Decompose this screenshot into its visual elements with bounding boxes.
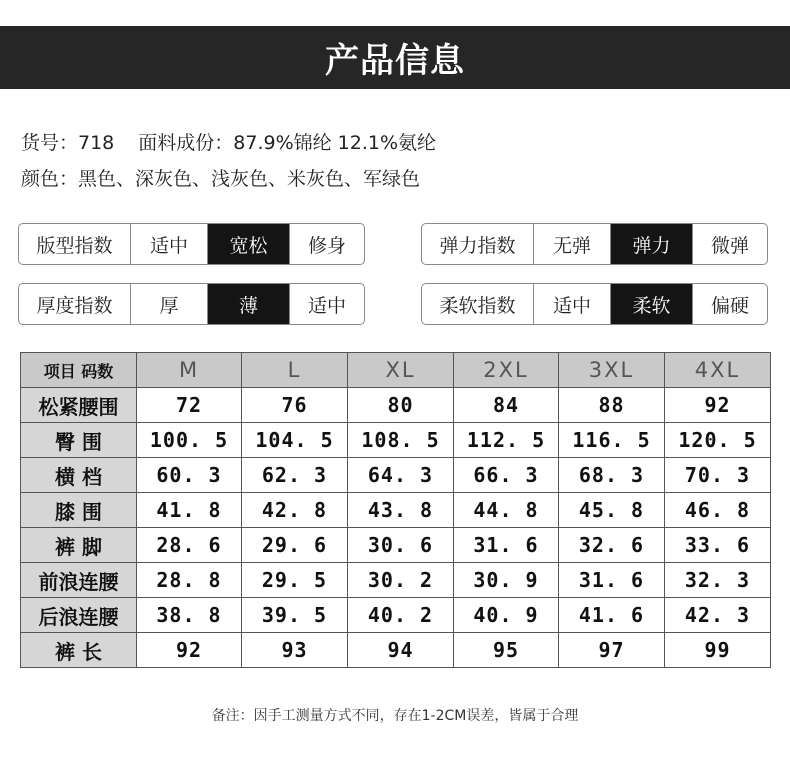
elasticity-option-selected: 弹力 [610, 224, 692, 264]
measurement-cell: 28. 8 [137, 563, 242, 598]
thickness-option: 厚 [130, 284, 207, 324]
page-title: 产品信息 [325, 41, 465, 81]
size-chart-table [20, 352, 771, 668]
measurement-cell: 30. 6 [348, 528, 454, 563]
row-label: 膝 围 [21, 493, 137, 528]
measurement-cell: 40. 2 [348, 598, 454, 633]
measurement-cell: 84 [454, 388, 559, 423]
measurement-cell: 66. 3 [454, 458, 559, 493]
measurement-note: 备注：因手工测量方式不同，存在1-2CM误差，皆属于合理 [211, 708, 579, 724]
fit-index [18, 223, 365, 265]
row-label: 横 档 [21, 458, 137, 493]
row-label: 后浪连腰 [21, 598, 137, 633]
softness-index-label: 柔软指数 [439, 294, 516, 317]
product-info-line [21, 128, 436, 155]
elasticity-option: 微弹 [692, 224, 767, 264]
measurement-cell: 80 [348, 388, 454, 423]
measurement-cell: 64. 3 [348, 458, 454, 493]
measurement-cell: 43. 8 [348, 493, 454, 528]
softness-option-selected: 柔软 [610, 284, 692, 324]
measurement-cell: 41. 8 [137, 493, 242, 528]
size-header: M [137, 353, 242, 388]
softness-option: 偏硬 [692, 284, 767, 324]
row-label: 前浪连腰 [21, 563, 137, 598]
measurement-cell: 46. 8 [665, 493, 771, 528]
fit-option: 修身 [289, 224, 364, 264]
measurement-cell: 95 [454, 633, 559, 668]
measurement-cell: 42. 8 [242, 493, 348, 528]
measurement-cell: 42. 3 [665, 598, 771, 633]
fit-index-label: 版型指数 [36, 234, 113, 257]
table-row [21, 493, 771, 528]
softness-index [421, 283, 768, 325]
measurement-cell: 29. 5 [242, 563, 348, 598]
size-header: L [242, 353, 348, 388]
measurement-cell: 41. 6 [559, 598, 665, 633]
measurement-cell: 120. 5 [665, 423, 771, 458]
table-row [21, 388, 771, 423]
measurement-cell: 100. 5 [137, 423, 242, 458]
measurement-cell: 39. 5 [242, 598, 348, 633]
measurement-cell: 31. 6 [559, 563, 665, 598]
table-header-row [21, 353, 771, 388]
row-label: 松紧腰围 [21, 388, 137, 423]
table-row [21, 563, 771, 598]
measurement-cell: 44. 8 [454, 493, 559, 528]
thickness-option: 适中 [289, 284, 364, 324]
corner-header: 项目 码数 [21, 353, 137, 388]
measurement-cell: 45. 8 [559, 493, 665, 528]
measurement-cell: 40. 9 [454, 598, 559, 633]
color-options: 颜色：黑色、深灰色、浅灰色、米灰色、军绿色 [21, 168, 421, 190]
softness-option: 适中 [533, 284, 610, 324]
measurement-cell: 94 [348, 633, 454, 668]
size-header: XL [348, 353, 454, 388]
measurement-cell: 112. 5 [454, 423, 559, 458]
fit-option: 适中 [130, 224, 207, 264]
header-banner [0, 26, 790, 89]
measurement-cell: 97 [559, 633, 665, 668]
row-label: 裤 脚 [21, 528, 137, 563]
measurement-cell: 70. 3 [665, 458, 771, 493]
elasticity-index-label: 弹力指数 [439, 234, 516, 257]
measurement-cell: 32. 6 [559, 528, 665, 563]
thickness-index-label: 厚度指数 [36, 294, 113, 317]
measurement-cell: 93 [242, 633, 348, 668]
measurement-cell: 30. 2 [348, 563, 454, 598]
measurement-cell: 116. 5 [559, 423, 665, 458]
table-row [21, 458, 771, 493]
measurement-cell: 30. 9 [454, 563, 559, 598]
measurement-cell: 33. 6 [665, 528, 771, 563]
elasticity-index [421, 223, 768, 265]
elasticity-option: 无弹 [533, 224, 610, 264]
measurement-cell: 76 [242, 388, 348, 423]
measurement-cell: 60. 3 [137, 458, 242, 493]
measurement-cell: 108. 5 [348, 423, 454, 458]
measurement-cell: 92 [137, 633, 242, 668]
size-header: 2XL [454, 353, 559, 388]
fit-option-selected: 宽松 [207, 224, 289, 264]
size-header: 4XL [665, 353, 771, 388]
color-info-line [21, 164, 420, 191]
table-row [21, 423, 771, 458]
measurement-cell: 31. 6 [454, 528, 559, 563]
measurement-cell: 38. 8 [137, 598, 242, 633]
item-number: 货号：718 [21, 132, 115, 154]
measurement-cell: 92 [665, 388, 771, 423]
table-row [21, 633, 771, 668]
size-header: 3XL [559, 353, 665, 388]
thickness-index [18, 283, 365, 325]
thickness-option-selected: 薄 [207, 284, 289, 324]
fabric-composition: 面料成份：87.9%锦纶 12.1%氨纶 [138, 132, 437, 154]
measurement-cell: 68. 3 [559, 458, 665, 493]
table-row [21, 528, 771, 563]
measurement-cell: 62. 3 [242, 458, 348, 493]
row-label: 臀 围 [21, 423, 137, 458]
table-row [21, 598, 771, 633]
row-label: 裤 长 [21, 633, 137, 668]
measurement-cell: 88 [559, 388, 665, 423]
measurement-cell: 32. 3 [665, 563, 771, 598]
measurement-cell: 72 [137, 388, 242, 423]
measurement-cell: 29. 6 [242, 528, 348, 563]
measurement-cell: 28. 6 [137, 528, 242, 563]
measurement-cell: 99 [665, 633, 771, 668]
measurement-cell: 104. 5 [242, 423, 348, 458]
